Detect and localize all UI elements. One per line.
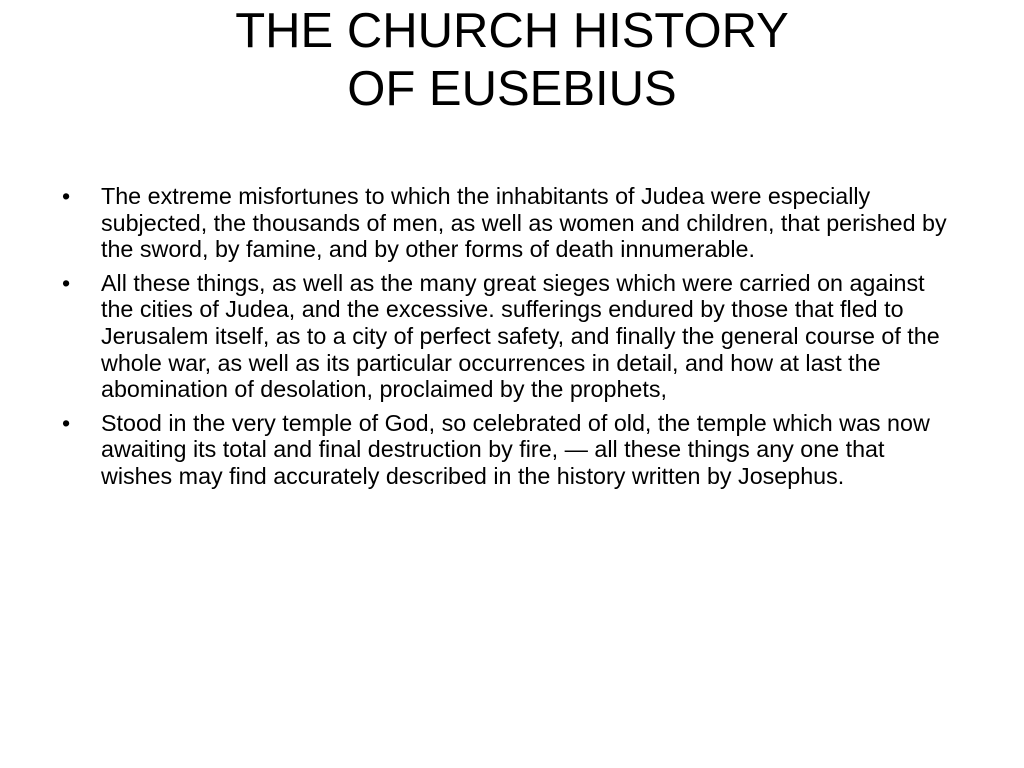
bullet-marker: • bbox=[62, 183, 71, 209]
bullet-text: Stood in the very temple of God, so celebrated of old, the temple which was now awaiting its total and final destruction by fire, — all these things any one that wishes may find accurately described in the history written by Josephus. bbox=[101, 409, 930, 489]
bullet-item bbox=[62, 270, 962, 403]
bullet-text: All these things, as well as the many great sieges which were carried on against the cities of Judea, and the excessive. sufferings endured by those that fled to Jerusalem itself, as to a city of perfect safety, and finally the general course of the whole war, as well as its particular occurrences in detail, and how at last the abomination of desolation, proclaimed by the prophets, bbox=[101, 269, 940, 403]
bullet-item bbox=[62, 410, 962, 490]
bullet-text: The extreme misfortunes to which the inhabitants of Judea were especially subjected, the thousands of men, as well as women and children, that perished by the sword, by famine, and by other forms of death innumerable. bbox=[101, 183, 947, 263]
bullet-list bbox=[62, 183, 962, 497]
slide-title-line-1: THE CHURCH HISTORY bbox=[235, 4, 789, 58]
slide-title-line-2: OF EUSEBIUS bbox=[347, 62, 677, 116]
bullet-marker: • bbox=[62, 409, 71, 436]
slide-title bbox=[0, 2, 1024, 118]
bullet-marker: • bbox=[62, 269, 71, 296]
bullet-item bbox=[62, 183, 962, 263]
